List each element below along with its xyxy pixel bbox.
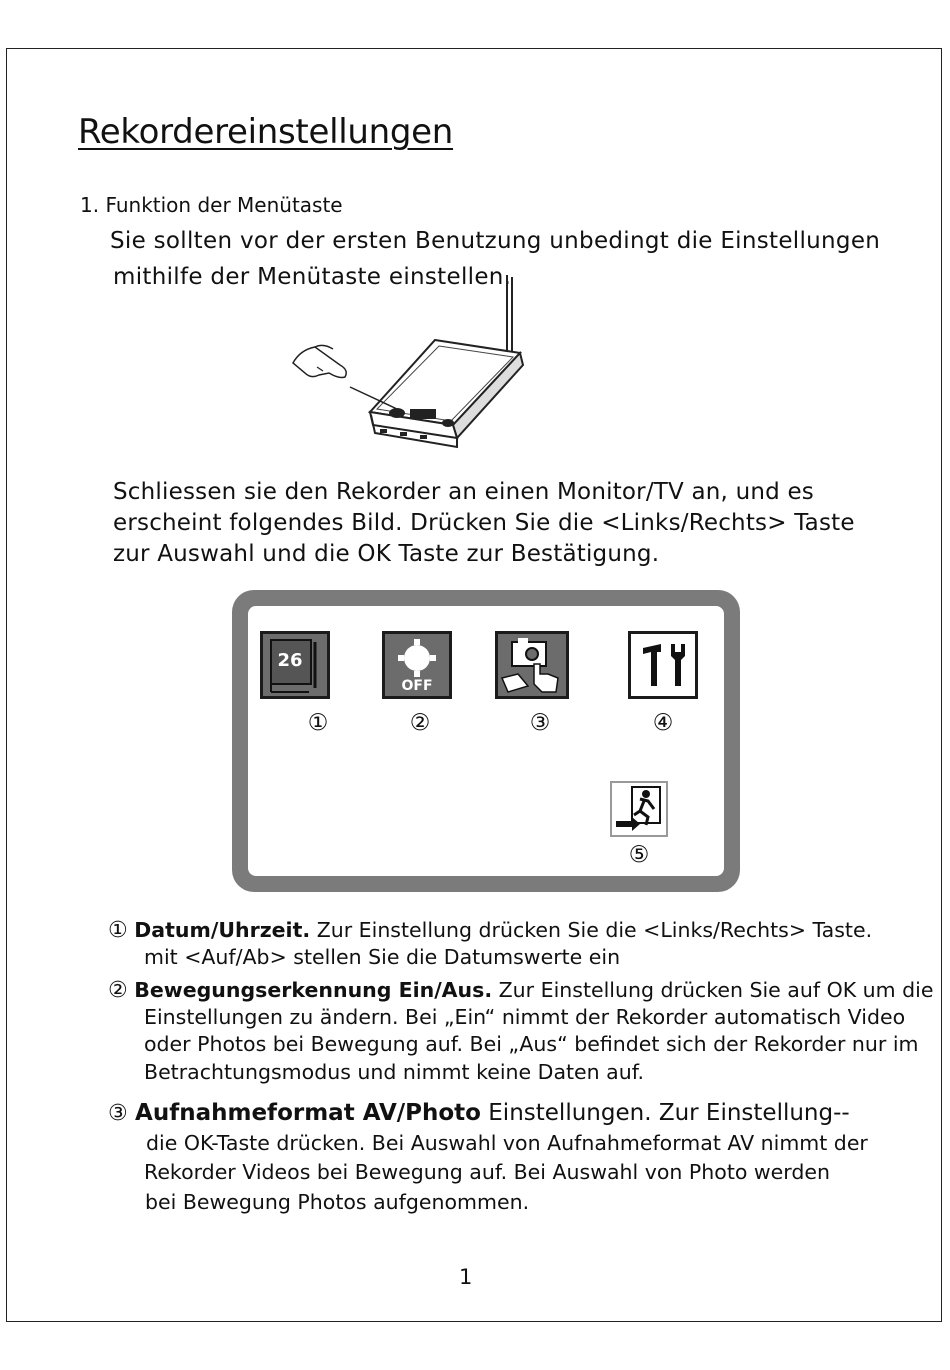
monitor-menu-screen [232,590,740,892]
menu-number-4: ④ [652,710,674,736]
recorder-device-illustration [285,275,545,455]
item-2-rest: Zur Einstellung drücken Sie auf OK um die [492,978,934,1002]
item-2-line-1: Einstellungen zu ändern. Bei „Ein“ nimmt der Rekorder automatisch Video [144,1005,906,1029]
item-1-bold: Datum/Uhrzeit. [134,918,311,942]
item-3-rest: Einstellungen. Zur Einstellung-- [480,1100,850,1126]
item-2-number: ② [108,978,128,1003]
menu-screen-area [248,606,724,876]
item-3-line-1: die OK-Taste drücken. Bei Auswahl von Aufnahmeformat AV nimmt der [146,1131,868,1155]
menu-number-2: ② [409,710,431,736]
calendar-icon [260,631,330,699]
intro-line-1: Sie sollten vor der ersten Benutzung unbedingt die Einstellungen [110,228,881,254]
menu-number-3: ③ [529,710,551,736]
item-1-number: ① [108,918,128,943]
item-1-line-1: mit <Auf/Ab> stellen Sie die Datumswerte ein [144,945,621,969]
item-2-line-2: oder Photos bei Bewegung auf. Bei „Aus“ befindet sich der Rekorder nur im [144,1032,919,1056]
camera-touch-icon [495,631,569,699]
item-2-line-3: Betrachtungsmodus und nimmt keine Daten auf. [144,1060,644,1084]
item-1-rest: Zur Einstellung drücken Sie die <Links/Rechts> Taste. [310,918,873,942]
menu-number-5: ⑤ [628,842,650,868]
item-3-bold: Aufnahmeformat AV/Photo [135,1100,481,1126]
motion-off-text: OFF [401,678,433,694]
menu-number-1: ① [307,710,329,736]
intro-line-2: mithilfe der Menütaste einstellen. [113,264,512,290]
connect-line-2: erscheint folgendes Bild. Drücken Sie die <Links/Rechts> Taste [113,510,855,536]
exit-icon [610,781,668,837]
section-heading: 1. Funktion der Menütaste [80,193,343,217]
item-3-line-3: bei Bewegung Photos aufgenommen. [145,1190,530,1214]
item-3-line-2: Rekorder Videos bei Bewegung auf. Bei Auswahl von Photo werden [144,1160,830,1184]
motion-off-icon [382,631,452,699]
calendar-date-text: 26 [277,650,303,671]
item-3-number: ③ [108,1101,128,1126]
page-title: Rekordereinstellungen [78,112,454,152]
connect-line-3: zur Auswahl und die OK Taste zur Bestätigung. [113,541,660,567]
connect-line-1: Schliessen sie den Rekorder an einen Monitor/TV an, und es [113,479,814,505]
item-2-bold: Bewegungserkennung Ein/Aus. [134,978,493,1002]
page-number: 1 [459,1265,473,1289]
tools-icon [628,631,698,699]
